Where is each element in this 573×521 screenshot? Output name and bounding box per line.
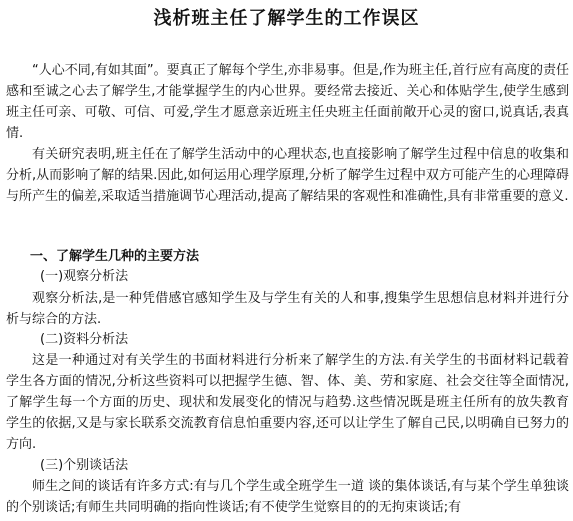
method-2-block (6, 350, 569, 455)
method-1-block (6, 288, 569, 330)
document-title: 浅析班主任了解学生的工作误区 (153, 8, 420, 29)
method-3-block (6, 476, 569, 518)
method-1-text: 观察分析法,是一种凭借感官感知学生及与学生有关的人和事,搜集学生思想信息材料并进行分析与综合的方法. (6, 291, 569, 327)
intro-paragraph-1-block (6, 60, 569, 144)
intro-paragraph-2: 有关研究表明,班主任在了解学生活动中的心理状态,也直接影响了解学生过程中信息的收集和分析,从而影响了解的结果.因此,如何运用心理学原理,分析了解学生过程中双方可能产生的心理障碍与所产生的偏差,采取适当措施调节心理活动,提高了解结果的客观性和准确性,具有非常重要的意义. (6, 147, 569, 204)
method-2-text: 这是一种通过对有关学生的书面材料进行分析来了解学生的方法.有关学生的书面材料记载着学生各方面的情况,分析这些资料可以把握学生德、智、体、美、劳和家庭、社会交往等全面情况,了解学生每一个方面的历史、现状和发展变化的情况与趋势.这些情况既是班主任所有的放失教育学生的依据,又是与家长联系交流教育信息怕重要内容,还可以让学生了解自己民,以明确自已努力的方向. (6, 353, 569, 452)
method-2-heading: (二)资料分析法 (40, 332, 129, 347)
intro-paragraph-1: “人心不同,有如其面”。要真正了解每个学生,亦非易事。但是,作为班主任,首行应有高度的责任感和至诚之心去了解学生,才能掌握学生的内心世界。要经常去接近、关心和体贴学生,使学生感到班主任可亲、可敬、可信、可爱,学生才愿意亲近班主任央班主任面前敞开心灵的窗口,说真话,表真情. (6, 63, 569, 141)
method-3-text: 师生之间的谈话有许多方式:有与几个学生或全班学生一道 谈的集体谈话,有与某个学生单独谈的个别谈话;有师生共同明确的指向性谈话;有不使学生觉察目的的无拘束谈话;有 (6, 479, 569, 515)
section-1-heading: 一、了解学生几种的主要方法 (30, 249, 200, 264)
method-3-heading: (三)个别谈话法 (40, 458, 129, 473)
intro-paragraph-2-block (6, 144, 569, 207)
method-1-heading: (一)观察分析法 (40, 269, 129, 284)
